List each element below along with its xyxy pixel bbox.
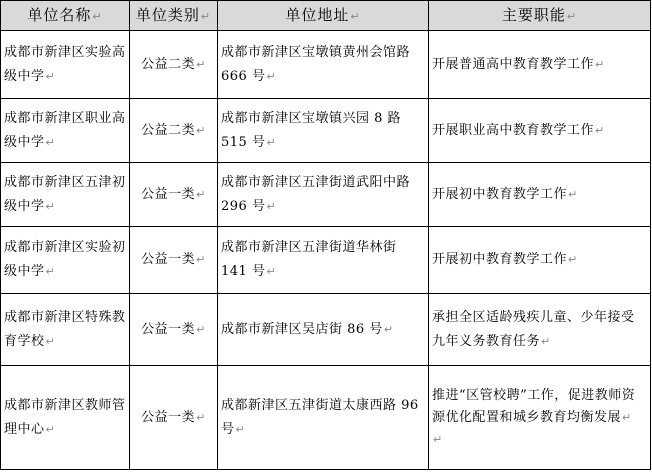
return-arrow-icon: ↵	[595, 57, 605, 71]
table-row	[1, 366, 651, 470]
return-arrow-icon: ↵	[45, 265, 56, 278]
return-arrow-icon: ↵	[196, 57, 206, 71]
cell-unit-category	[130, 99, 218, 163]
return-arrow-icon: ↵	[266, 265, 277, 278]
return-arrow-icon: ↵	[433, 432, 443, 446]
return-arrow-icon: ↵	[92, 9, 103, 23]
cell-unit-name	[1, 31, 130, 99]
return-arrow-icon: ↵	[196, 123, 206, 137]
cell-text: 承担全区适龄残疾儿童、少年接受九年义务教育任务	[432, 309, 635, 349]
cell-text: 成都市新津区五津街道武阳中路 296 号	[221, 174, 411, 214]
cell-unit-category	[130, 227, 218, 294]
cell-main-function	[429, 163, 651, 227]
return-arrow-icon: ↵	[196, 410, 206, 424]
return-arrow-icon: ↵	[568, 187, 578, 201]
cell-unit-category	[130, 366, 218, 470]
cell-unit-address	[218, 227, 429, 294]
cell-text: 成都市新津区教师管理中心	[4, 397, 126, 437]
cell-text: 公益一类	[141, 321, 196, 337]
return-arrow-icon: ↵	[622, 410, 632, 424]
cell-text: 公益一类	[141, 186, 196, 202]
header-unit-category	[130, 1, 218, 31]
cell-text: 公益一类	[141, 252, 196, 267]
cell-text: 开展初中教育教学工作	[432, 186, 568, 202]
cell-text: 成都市新津区宝墩镇黄州会馆路 666 号	[221, 44, 411, 84]
return-arrow-icon: ↵	[45, 135, 56, 149]
cell-text: 开展初中教育教学工作	[432, 252, 568, 267]
cell-unit-address	[218, 99, 429, 163]
return-arrow-icon: ↵	[45, 422, 56, 436]
cell-unit-category	[130, 163, 218, 227]
table-row	[1, 227, 651, 294]
header-label: 单位类别	[135, 5, 200, 24]
header-label: 单位地址	[285, 5, 350, 24]
cell-text: 成都市新津区实验高级中学	[4, 44, 126, 84]
return-arrow-icon: ↵	[45, 199, 56, 213]
cell-unit-name	[1, 366, 130, 470]
return-arrow-icon: ↵	[45, 69, 56, 83]
cell-text: 推进“区管校聘”工作，促进教师资源优化配置和城乡教育均衡发展	[432, 387, 636, 425]
return-arrow-icon: ↵	[200, 9, 212, 23]
cell-unit-name	[1, 294, 130, 366]
cell-text: 成都市新津区职业高级中学	[4, 110, 126, 150]
cell-text: 成都新津区五津街道太康西路 96 号	[221, 397, 419, 437]
return-arrow-icon: ↵	[566, 9, 578, 23]
return-arrow-icon: ↵	[383, 322, 394, 336]
cell-main-function	[429, 227, 651, 294]
table-row	[1, 163, 651, 227]
cell-unit-category	[130, 31, 218, 99]
cell-unit-category	[130, 294, 218, 366]
header-main-function	[429, 1, 651, 31]
cell-main-function	[429, 99, 651, 163]
return-arrow-icon: ↵	[266, 69, 277, 83]
cell-text: 公益一类	[141, 409, 196, 425]
table-row	[1, 294, 651, 366]
return-arrow-icon: ↵	[350, 9, 361, 23]
cell-text: 成都市新津区实验初级中学	[4, 240, 126, 279]
cell-unit-address	[218, 163, 429, 227]
cell-text: 公益二类	[141, 122, 196, 138]
header-unit-name	[1, 1, 130, 31]
cell-text: 成都市新津区吴店街 86 号	[221, 321, 383, 337]
cell-main-function	[429, 366, 651, 470]
cell-unit-address	[218, 294, 429, 366]
table-header-row	[1, 1, 651, 31]
return-arrow-icon: ↵	[541, 334, 551, 348]
cell-unit-address	[218, 31, 429, 99]
return-arrow-icon: ↵	[266, 135, 277, 149]
cell-text: 成都市新津区五津初级中学	[4, 174, 126, 214]
return-arrow-icon: ↵	[196, 253, 206, 266]
cell-unit-address	[218, 366, 429, 470]
cell-unit-name	[1, 99, 130, 163]
table-row	[1, 31, 651, 99]
cell-text: 公益二类	[141, 56, 196, 72]
cell-unit-name	[1, 227, 130, 294]
return-arrow-icon: ↵	[235, 422, 246, 436]
header-label: 主要职能	[501, 5, 566, 24]
cell-main-function	[429, 31, 651, 99]
table-row	[1, 99, 651, 163]
cell-text: 成都市新津区特殊教育学校	[4, 309, 126, 349]
header-unit-address	[218, 1, 429, 31]
return-arrow-icon: ↵	[196, 322, 206, 336]
cell-unit-name	[1, 163, 130, 227]
return-arrow-icon: ↵	[568, 253, 578, 266]
cell-main-function	[429, 294, 651, 366]
return-arrow-icon: ↵	[266, 199, 277, 213]
cell-text: 成都市新津区宝墩镇兴园 8 路 515 号	[221, 110, 402, 150]
return-arrow-icon: ↵	[196, 187, 206, 201]
header-label: 单位名称	[27, 5, 92, 24]
cell-text: 开展职业高中教育教学工作	[432, 122, 595, 138]
cell-text: 成都市新津区五津街道华林街 141 号	[221, 240, 397, 279]
return-arrow-icon: ↵	[595, 123, 605, 137]
cell-text: 开展普通高中教育教学工作	[432, 56, 595, 72]
return-arrow-icon: ↵	[45, 334, 56, 348]
